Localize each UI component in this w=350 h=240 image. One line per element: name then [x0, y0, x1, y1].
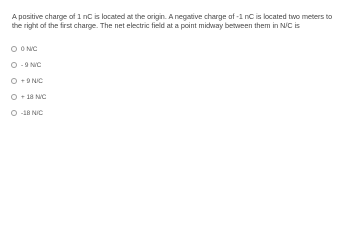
radio-button-icon[interactable] — [11, 46, 17, 52]
option-label: + 9 N/C — [21, 77, 43, 85]
option-0[interactable] — [11, 41, 151, 57]
answer-options — [11, 41, 151, 121]
option-label: -18 N/C — [21, 109, 44, 117]
question-text: A positive charge of 1 nC is located at the origin. A negative charge of -1 nC is located two meters to the right of the first charge. The net electric field at a point midway between them in N/C is — [12, 12, 333, 30]
option-plus-9[interactable] — [11, 73, 151, 89]
option-label: 0 N/C — [21, 45, 38, 53]
option-minus-18[interactable] — [11, 105, 151, 121]
radio-button-icon[interactable] — [11, 78, 17, 84]
option-minus-9[interactable] — [11, 57, 151, 73]
option-label: + 18 N/C — [21, 93, 47, 101]
radio-button-icon[interactable] — [11, 62, 17, 68]
option-plus-18[interactable] — [11, 89, 151, 105]
radio-button-icon[interactable] — [11, 94, 17, 100]
option-label: - 9 N/C — [21, 61, 42, 69]
radio-button-icon[interactable] — [11, 110, 17, 116]
